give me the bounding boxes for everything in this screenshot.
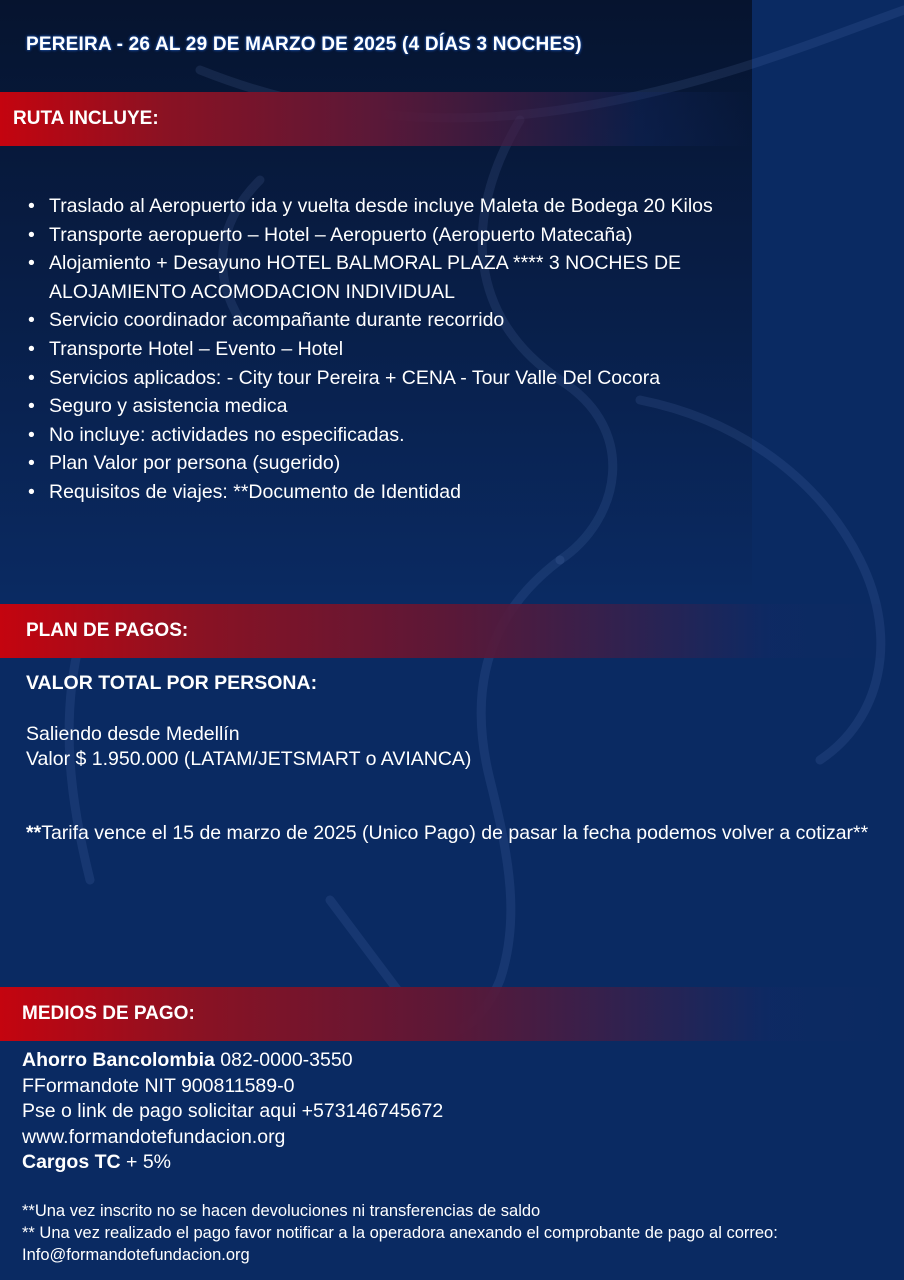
tc-label: Cargos TC xyxy=(22,1151,121,1173)
list-item-text: Servicio coordinador acompañante durante recorrido xyxy=(49,309,505,332)
tarifa-note xyxy=(26,820,876,847)
bullet-icon: • xyxy=(28,366,35,389)
list-item xyxy=(26,306,886,335)
list-item xyxy=(26,249,886,306)
list-item xyxy=(26,392,886,421)
account-holder: FFormandote NIT 900811589-0 xyxy=(22,1074,295,1097)
list-item xyxy=(26,335,886,364)
list-item xyxy=(26,449,886,478)
list-item-text: Transporte Hotel – Evento – Hotel xyxy=(49,337,344,360)
pse-line: Pse o link de pago solicitar aqui +573146745672 xyxy=(22,1100,444,1122)
footnotes xyxy=(22,1200,882,1266)
footnote: ** Una vez realizado el pago favor notificar a la operadora anexando el comprobante de pago al correo: Info@formandotefundacion.org xyxy=(22,1224,778,1264)
bullet-icon: • xyxy=(28,395,35,418)
list-item xyxy=(26,421,886,450)
list-item-text: Servicios aplicados: - City tour Pereira + CENA - Tour Valle Del Cocora xyxy=(49,366,661,389)
ruta-includes-list xyxy=(26,192,886,507)
payment-methods xyxy=(22,1048,443,1176)
list-item xyxy=(26,364,886,393)
bullet-icon: • xyxy=(28,309,35,332)
list-item xyxy=(26,192,886,221)
bullet-icon: • xyxy=(28,223,35,246)
page-title: PEREIRA - 26 AL 29 DE MARZO DE 2025 (4 DÍAS 3 NOCHES) xyxy=(26,34,582,55)
bullet-icon: • xyxy=(28,480,35,503)
list-item-text: Traslado al Aeropuerto ida y vuelta desde incluye Maleta de Bodega 20 Kilos xyxy=(49,195,713,217)
medios-heading: MEDIOS DE PAGO: xyxy=(22,1003,195,1024)
ruta-section-header xyxy=(0,92,752,146)
price-text: Valor $ 1.950.000 (LATAM/JETSMART o AVIANCA) xyxy=(26,748,472,770)
plan-heading: PLAN DE PAGOS: xyxy=(26,620,189,641)
list-item xyxy=(26,221,886,250)
note-text: Tarifa vence el 15 de marzo de 2025 (Unico Pago) de pasar la fecha podemos volver a cotizar** xyxy=(41,822,869,844)
bank-line xyxy=(22,1048,443,1074)
tc-line xyxy=(22,1150,443,1176)
note-prefix: ** xyxy=(26,822,42,844)
bullet-icon: • xyxy=(28,195,35,217)
list-item-text: Transporte aeropuerto – Hotel – Aeropuerto (Aeropuerto Matecaña) xyxy=(49,223,633,246)
list-item-text: No incluye: actividades no especificadas. xyxy=(49,423,405,446)
plan-details xyxy=(26,722,471,772)
plan-section-header xyxy=(0,604,904,658)
origin-text: Saliendo desde Medellín xyxy=(26,723,240,745)
ruta-heading: RUTA INCLUYE: xyxy=(13,108,159,129)
medios-section-header xyxy=(0,987,904,1041)
list-item-text: Plan Valor por persona (sugerido) xyxy=(49,452,341,475)
bullet-icon: • xyxy=(28,423,35,446)
list-item xyxy=(26,478,886,507)
bullet-icon: • xyxy=(28,452,35,475)
bank-account: 082-0000-3550 xyxy=(214,1049,353,1071)
bullet-icon: • xyxy=(28,252,35,275)
bullet-icon: • xyxy=(28,337,35,360)
website-link[interactable]: www.formandotefundacion.org xyxy=(22,1125,286,1148)
list-item-text: Alojamiento + Desayuno HOTEL BALMORAL PLAZA **** 3 NOCHES DE ALOJAMIENTO ACOMODACION INDIVIDUAL xyxy=(49,252,682,303)
tc-value: + 5% xyxy=(120,1151,172,1173)
valor-total-heading: VALOR TOTAL POR PERSONA: xyxy=(26,672,318,694)
bank-label: Ahorro Bancolombia xyxy=(22,1049,215,1071)
list-item-text: Requisitos de viajes: **Documento de Identidad xyxy=(49,480,461,503)
list-item-text: Seguro y asistencia medica xyxy=(49,395,288,418)
footnote: **Una vez inscrito no se hacen devoluciones ni transferencias de saldo xyxy=(22,1202,541,1220)
